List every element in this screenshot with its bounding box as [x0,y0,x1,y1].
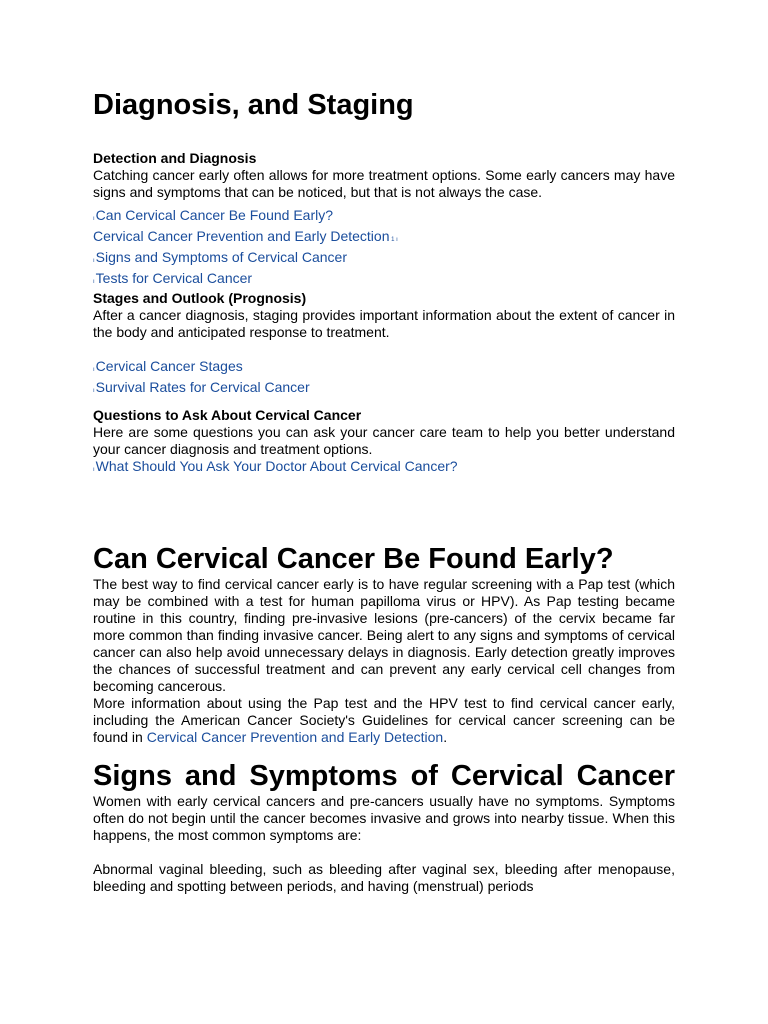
link-survival-rates[interactable]: ıSurvival Rates for Cervical Cancer [93,379,310,395]
bullet-icon: ı [93,216,95,222]
signs-title: Signs and Symptoms of Cervical Cancer [93,760,675,792]
stages-body: After a cancer diagnosis, staging provides important information about the extent of cancer in the body and anticipated response to treatment. [93,307,675,340]
bullet-icon: ı [93,279,95,285]
stages-section [93,290,675,400]
bullet-icon: 1 ı [389,237,398,243]
link-found-early[interactable]: ıCan Cervical Cancer Be Found Early? [93,207,334,223]
link-tests[interactable]: ıTests for Cervical Cancer [93,270,253,286]
questions-body: Here are some questions you can ask your cancer care team to help you better understand your cancer diagnosis and treatment options. [93,424,675,457]
detection-heading: Detection and Diagnosis [93,150,257,166]
detection-body: Catching cancer early often allows for more treatment options. Some early cancers may have signs and symptoms that can be noticed, but that is not always the case. [93,167,675,200]
link-signs-symptoms[interactable]: ıSigns and Symptoms of Cervical Cancer [93,249,347,265]
bullet-icon: ı [93,388,95,394]
bullet-icon: ı [93,467,95,473]
link-ask-doctor[interactable]: ıWhat Should You Ask Your Doctor About Cervical Cancer? [93,458,458,474]
link-stages[interactable]: ıCervical Cancer Stages [93,358,243,374]
bullet-icon: ı [93,367,95,373]
questions-heading: Questions to Ask About Cervical Cancer [93,407,362,423]
bullet-icon: ı [93,258,95,264]
found-early-more-info: More information about using the Pap test and the HPV test to find cervical cancer early, including the American Cancer Society's Guidelines for cervical cancer screening can be found in Cervical Cancer Prevention and Early Detection. [93,695,675,745]
signs-bleeding-text: Abnormal vaginal bleeding, such as bleeding after vaginal sex, bleeding after menopause, bleeding and spotting between periods, and having (menstrual) periods [93,861,675,894]
link-prevention-early-detection[interactable]: Cervical Cancer Prevention and Early Detection 1 ı [93,228,398,244]
found-early-body: The best way to find cervical cancer early is to have regular screening with a Pap test (which may be combined with a test for human papilloma virus or HPV). As Pap testing became routine in this country, finding pre-invasive lesions (pre-cancers) of the cervix became far more common than finding invasive cancer. Being alert to any signs and symptoms of cervical cancer can also help avoid unnecessary delays in diagnosis. Early detection greatly improves the chances of successful treatment and can prevent any early cervical cell changes from becoming cancerous. [93,576,675,694]
questions-section [93,407,675,479]
page-title: Diagnosis, and Staging [93,89,414,121]
detection-section [93,150,675,291]
found-early-title: Can Cervical Cancer Be Found Early? [93,543,614,575]
found-early-section [93,542,675,746]
link-inline-prevention[interactable]: Cervical Cancer Prevention and Early Detection [146,729,444,745]
signs-body: Women with early cervical cancers and pre-cancers usually have no symptoms. Symptoms often do not begin until the cancer becomes invasive and grows into nearby tissue. When this happens, the most common symptoms are: [93,793,675,843]
signs-section [93,759,675,895]
stages-heading: Stages and Outlook (Prognosis) [93,290,307,306]
